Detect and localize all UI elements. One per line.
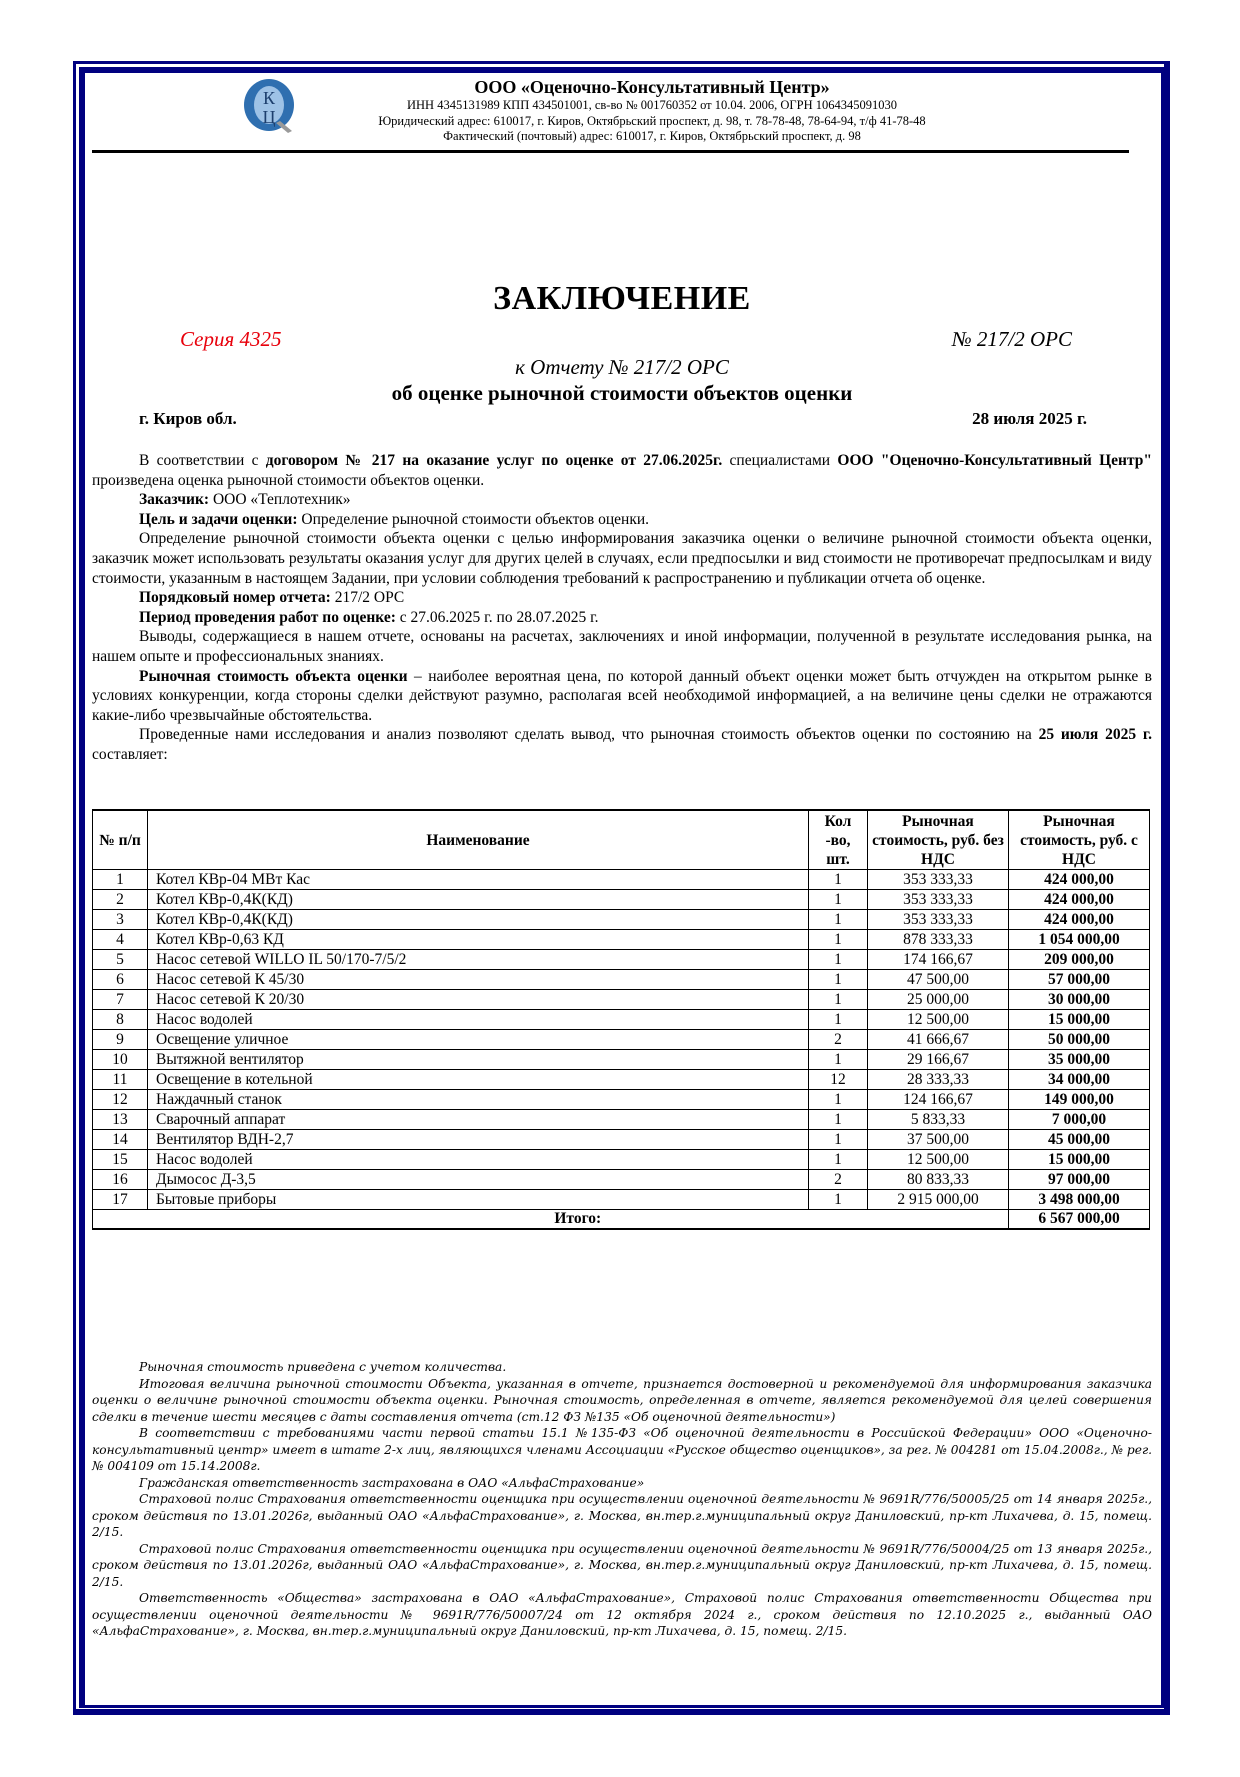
item-name: Насос водолей	[148, 1150, 809, 1170]
document-page	[92, 75, 1153, 1638]
value-net: 5 833,33	[868, 1110, 1009, 1130]
item-name: Освещение в котельной	[148, 1070, 809, 1090]
item-quantity: 1	[809, 970, 868, 990]
item-quantity: 1	[809, 950, 868, 970]
item-quantity: 2	[809, 1030, 868, 1050]
table-row	[93, 1150, 1150, 1170]
item-name: Котел КВр-04 МВт Кас	[148, 870, 809, 890]
row-number: 6	[93, 970, 148, 990]
value-net: 80 833,33	[868, 1170, 1009, 1190]
period-label: Период проведения работ по оценке:	[139, 608, 396, 626]
value-gross: 45 000,00	[1009, 1130, 1150, 1150]
item-name: Наждачный станок	[148, 1090, 809, 1110]
letterhead	[92, 75, 1152, 155]
table-row	[93, 950, 1150, 970]
table-row	[93, 910, 1150, 930]
registration-line: ИНН 4345131989 КПП 434501001, св-во № 001760352 от 10.04. 2006, ОГРН 1064345091030	[407, 98, 897, 112]
row-number: 3	[93, 910, 148, 930]
header-divider	[92, 150, 1129, 153]
table-row	[93, 970, 1150, 990]
legal-address: Юридический адрес: 610017, г. Киров, Октябрьский проспект, д. 98, т. 78-78-48, 78-64-94, т/ф 41-78-48	[378, 113, 926, 128]
value-gross: 7 000,00	[1009, 1110, 1150, 1130]
footnote-paragraph: Рыночная стоимость приведена с учетом количества.	[139, 1360, 507, 1374]
market-value-definition: – наиболее вероятная цена, по которой данный объект оценки может быть отчужден на открытом рынке в условиях конкуренции, когда стороны сделки действуют разумно, располагая всей необходимой информацией, а на величине цены сделки не отражаются какие-либо чрезвычайные обстоятельства.	[92, 667, 1153, 724]
intro-paragraph	[92, 451, 1152, 490]
value-gross: 50 000,00	[1009, 1030, 1150, 1050]
value-net: 174 166,67	[868, 950, 1009, 970]
report-number-label: Порядковый номер отчета:	[139, 589, 331, 607]
market-value-paragraph	[92, 667, 1152, 726]
item-name: Насос сетевой К 45/30	[148, 970, 809, 990]
value-gross: 34 000,00	[1009, 1070, 1150, 1090]
item-quantity: 1	[809, 1150, 868, 1170]
footnote-paragraph: В соответствии с требованиями части первой статьи 15.1 №135-ФЗ «Об оценочной деятельности в Российской Федерации» ООО «Оценочно-консультативный центр» имеет в штате 2-х лиц, являющихся членами Ассоциации «Русское общество оценщиков», за рег. № 004281 от 15.04.2008г., № рег. № 004109 от 15.14.2008г.	[92, 1426, 1152, 1473]
result-paragraph	[92, 725, 1152, 764]
value-gross: 97 000,00	[1009, 1170, 1150, 1190]
value-gross: 424 000,00	[1009, 890, 1150, 910]
item-name: Котел КВр-0,4К(КД)	[148, 910, 809, 930]
series-number: Серия 4325	[180, 327, 282, 351]
row-number: 11	[93, 1070, 148, 1090]
table-row	[93, 1110, 1150, 1130]
conclusions-paragraph: Выводы, содержащиеся в нашем отчете, основаны на расчетах, заключениях и иной информации, полученной в результате исследования рынка, на нашем опыте и профессиональных знаниях.	[92, 628, 1152, 665]
row-number: 2	[93, 890, 148, 910]
row-number: 17	[93, 1190, 148, 1210]
document-number: № 217/2 ОРС	[951, 327, 1072, 351]
item-name: Насос водолей	[148, 1010, 809, 1030]
table-row	[93, 870, 1150, 890]
report-number-paragraph	[92, 588, 1152, 608]
value-net: 2 915 000,00	[868, 1190, 1009, 1210]
item-quantity: 1	[809, 910, 868, 930]
header-name: Наименование	[148, 810, 809, 870]
company-details	[282, 77, 1022, 145]
header-quantity: Кол -во, шт.	[809, 810, 868, 870]
value-net: 41 666,67	[868, 1030, 1009, 1050]
valuation-table	[92, 809, 1150, 1230]
footnote-paragraph: Страховой полис Страхования ответственности оценщика при осуществлении оценочной деятельности № 9691R/776/50005/25 от 14 января 2025г., сроком действия по 13.01.2026г, выданный ОАО «АльфаСтрахование», г. Москва, вн.тер.г.муниципальный округ Даниловский, пр-кт Лихачева, д. 15, помещ. 2/15.	[92, 1492, 1152, 1539]
row-number: 10	[93, 1050, 148, 1070]
item-name: Сварочный аппарат	[148, 1110, 809, 1130]
value-gross: 1 054 000,00	[1009, 930, 1150, 950]
text: Проведенные нами исследования и анализ позволяют сделать вывод, что рыночная стоимость объектов оценки по состоянию на	[139, 726, 1039, 744]
text: составляет:	[92, 745, 168, 763]
value-net: 353 333,33	[868, 870, 1009, 890]
table-row	[93, 1070, 1150, 1090]
value-gross: 424 000,00	[1009, 870, 1150, 890]
company-name: ООО «Оценочно-Консультативный Центр»	[474, 77, 830, 97]
customer-label: Заказчик:	[139, 491, 210, 509]
text: произведена оценка рыночной стоимости объектов оценки.	[92, 471, 485, 489]
value-net: 47 500,00	[868, 970, 1009, 990]
period-value: с 27.06.2025 г. по 28.07.2025 г.	[395, 608, 599, 626]
table-row	[93, 1050, 1150, 1070]
item-name: Насос сетевой WILLO IL 50/170-7/5/2	[148, 950, 809, 970]
table-row	[93, 1010, 1150, 1030]
svg-text:К: К	[262, 88, 276, 108]
value-net: 37 500,00	[868, 1130, 1009, 1150]
body-text	[92, 451, 1152, 765]
value-gross: 15 000,00	[1009, 1150, 1150, 1170]
customer-value: ООО «Теплотехник»	[209, 491, 351, 509]
company-reference: ООО "Оценочно-Консультативный Центр"	[837, 452, 1152, 469]
table-row	[93, 1130, 1150, 1150]
value-gross: 15 000,00	[1009, 1010, 1150, 1030]
report-reference: к Отчету № 217/2 ОРС	[515, 355, 729, 379]
table-header-row	[93, 810, 1150, 870]
value-gross: 424 000,00	[1009, 910, 1150, 930]
item-quantity: 12	[809, 1070, 868, 1090]
item-name: Насос сетевой К 20/30	[148, 990, 809, 1010]
row-number: 16	[93, 1170, 148, 1190]
postal-address: Фактический (почтовый) адрес: 610017, г. Киров, Октябрьский проспект, д. 98	[443, 129, 861, 143]
value-net: 353 333,33	[868, 910, 1009, 930]
item-quantity: 1	[809, 1110, 868, 1130]
customer-paragraph	[92, 490, 1152, 510]
purpose-paragraph: Определение рыночной стоимости объекта оценки с целью информирования заказчика оценки о величине рыночной стоимости объекта оценки, заказчик может использовать результаты оказания услуг для других целей в случаях, если предпосылки и вид стоимости не противоречат предпосылкам и виду стоимости, указанным в настоящем Задании, при условии соблюдения требований к распространению и публикации отчета об оценке.	[92, 530, 1152, 587]
report-number-value: 217/2 ОРС	[330, 589, 405, 607]
header-value-net: Рыночная стоимость, руб. без НДС	[868, 810, 1009, 870]
market-value-label: Рыночная стоимость объекта оценки	[139, 667, 408, 685]
item-quantity: 1	[809, 1010, 868, 1030]
row-number: 1	[93, 870, 148, 890]
item-name: Бытовые приборы	[148, 1190, 809, 1210]
table-row	[93, 1170, 1150, 1190]
table-row	[93, 990, 1150, 1010]
footnote-paragraph: Страховой полис Страхования ответственности оценщика при осуществлении оценочной деятельности № 9691R/776/50004/25 от 13 января 2025г., сроком действия по 13.01.2026г, выданный ОАО «АльфаСтрахование», г. Москва, вн.тер.г.муниципальный округ Даниловский, пр-кт Лихачева, д. 15, помещ. 2/15.	[92, 1541, 1152, 1589]
row-number: 5	[93, 950, 148, 970]
table-row	[93, 1090, 1150, 1110]
item-quantity: 1	[809, 870, 868, 890]
total-spacer	[93, 1210, 148, 1230]
value-gross: 35 000,00	[1009, 1050, 1150, 1070]
value-gross: 209 000,00	[1009, 950, 1150, 970]
footnote-paragraph: Итоговая величина рыночной стоимости Объекта, указанная в отчете, признается достоверной и рекомендуемой для информирования заказчика оценки о величине рыночной стоимости объекта оценки. Рыночная стоимость, определенная в отчете, является рекомендуемой для целей совершения сделки в течение шести месяцев с даты составления отчета (ст.12 ФЗ №135 «Об оценочной деятельности»)	[92, 1376, 1152, 1424]
total-value: 6 567 000,00	[1009, 1210, 1150, 1230]
goal-value: Определение рыночной стоимости объектов оценки.	[297, 510, 650, 528]
row-number: 8	[93, 1010, 148, 1030]
value-net: 29 166,67	[868, 1050, 1009, 1070]
footnotes	[92, 1359, 1152, 1640]
value-net: 25 000,00	[868, 990, 1009, 1010]
value-gross: 149 000,00	[1009, 1090, 1150, 1110]
table-total-row	[93, 1210, 1150, 1230]
value-net: 12 500,00	[868, 1150, 1009, 1170]
item-name: Вытяжной вентилятор	[148, 1050, 809, 1070]
document-title: ЗАКЛЮЧЕНИЕ	[493, 280, 751, 317]
value-net: 353 333,33	[868, 890, 1009, 910]
table-row	[93, 890, 1150, 910]
goal-label: Цель и задачи оценки:	[139, 510, 298, 528]
text: специалистами	[722, 452, 838, 469]
item-quantity: 1	[809, 1190, 868, 1210]
document-subtitle: об оценке рыночной стоимости объектов оценки	[391, 381, 853, 405]
contract-reference: договором № 217 на оказание услуг по оценке от 27.06.2025г.	[265, 452, 723, 469]
item-name: Котел КВр-0,4К(КД)	[148, 890, 809, 910]
text: В соответствии с	[139, 452, 266, 469]
item-name: Дымосос Д-3,5	[148, 1170, 809, 1190]
row-number: 13	[93, 1110, 148, 1130]
value-net: 124 166,67	[868, 1090, 1009, 1110]
total-label: Итого:	[148, 1210, 1009, 1230]
value-gross: 57 000,00	[1009, 970, 1150, 990]
item-quantity: 1	[809, 1130, 868, 1150]
item-quantity: 2	[809, 1170, 868, 1190]
table-row	[93, 930, 1150, 950]
item-name: Котел КВр-0,63 КД	[148, 930, 809, 950]
item-quantity: 1	[809, 890, 868, 910]
table-row	[93, 1030, 1150, 1050]
item-name: Вентилятор ВДН-2,7	[148, 1130, 809, 1150]
header-number: № п/п	[93, 810, 148, 870]
item-quantity: 1	[809, 930, 868, 950]
item-quantity: 1	[809, 1090, 868, 1110]
row-number: 14	[93, 1130, 148, 1150]
value-net: 28 333,33	[868, 1070, 1009, 1090]
document-date: 28 июля 2025 г.	[972, 409, 1087, 428]
table-row	[93, 1190, 1150, 1210]
item-name: Освещение уличное	[148, 1030, 809, 1050]
item-quantity: 1	[809, 990, 868, 1010]
value-net: 878 333,33	[868, 930, 1009, 950]
row-number: 9	[93, 1030, 148, 1050]
document-city: г. Киров обл.	[139, 409, 237, 428]
value-gross: 3 498 000,00	[1009, 1190, 1150, 1210]
goal-paragraph	[92, 510, 1152, 530]
value-gross: 30 000,00	[1009, 990, 1150, 1010]
svg-text:Ц: Ц	[262, 107, 276, 127]
value-net: 12 500,00	[868, 1010, 1009, 1030]
period-paragraph	[92, 608, 1152, 628]
row-number: 4	[93, 930, 148, 950]
item-quantity: 1	[809, 1050, 868, 1070]
row-number: 12	[93, 1090, 148, 1110]
header-value-gross: Рыночная стоимость, руб. с НДС	[1009, 810, 1150, 870]
row-number: 7	[93, 990, 148, 1010]
footnote-paragraph: Гражданская ответственность застрахована в ОАО «АльфаСтрахование»	[139, 1475, 645, 1490]
footnote-paragraph: Ответственность «Общества» застрахована в ОАО «АльфаСтрахование», Страховой полис Страхования ответственности Общества при осуществлении оценочной деятельности № 9691R/776/50007/24 от 12 октября 2024 г., сроком действия по 12.10.2025 г., выданный ОАО «АльфаСтрахование», г. Москва, вн.тер.г.муниципальный округ Даниловский, пр-кт Лихачева, д. 15, помещ. 2/15.	[92, 1591, 1152, 1638]
valuation-date: 25 июля 2025 г.	[1038, 726, 1152, 744]
row-number: 15	[93, 1150, 148, 1170]
